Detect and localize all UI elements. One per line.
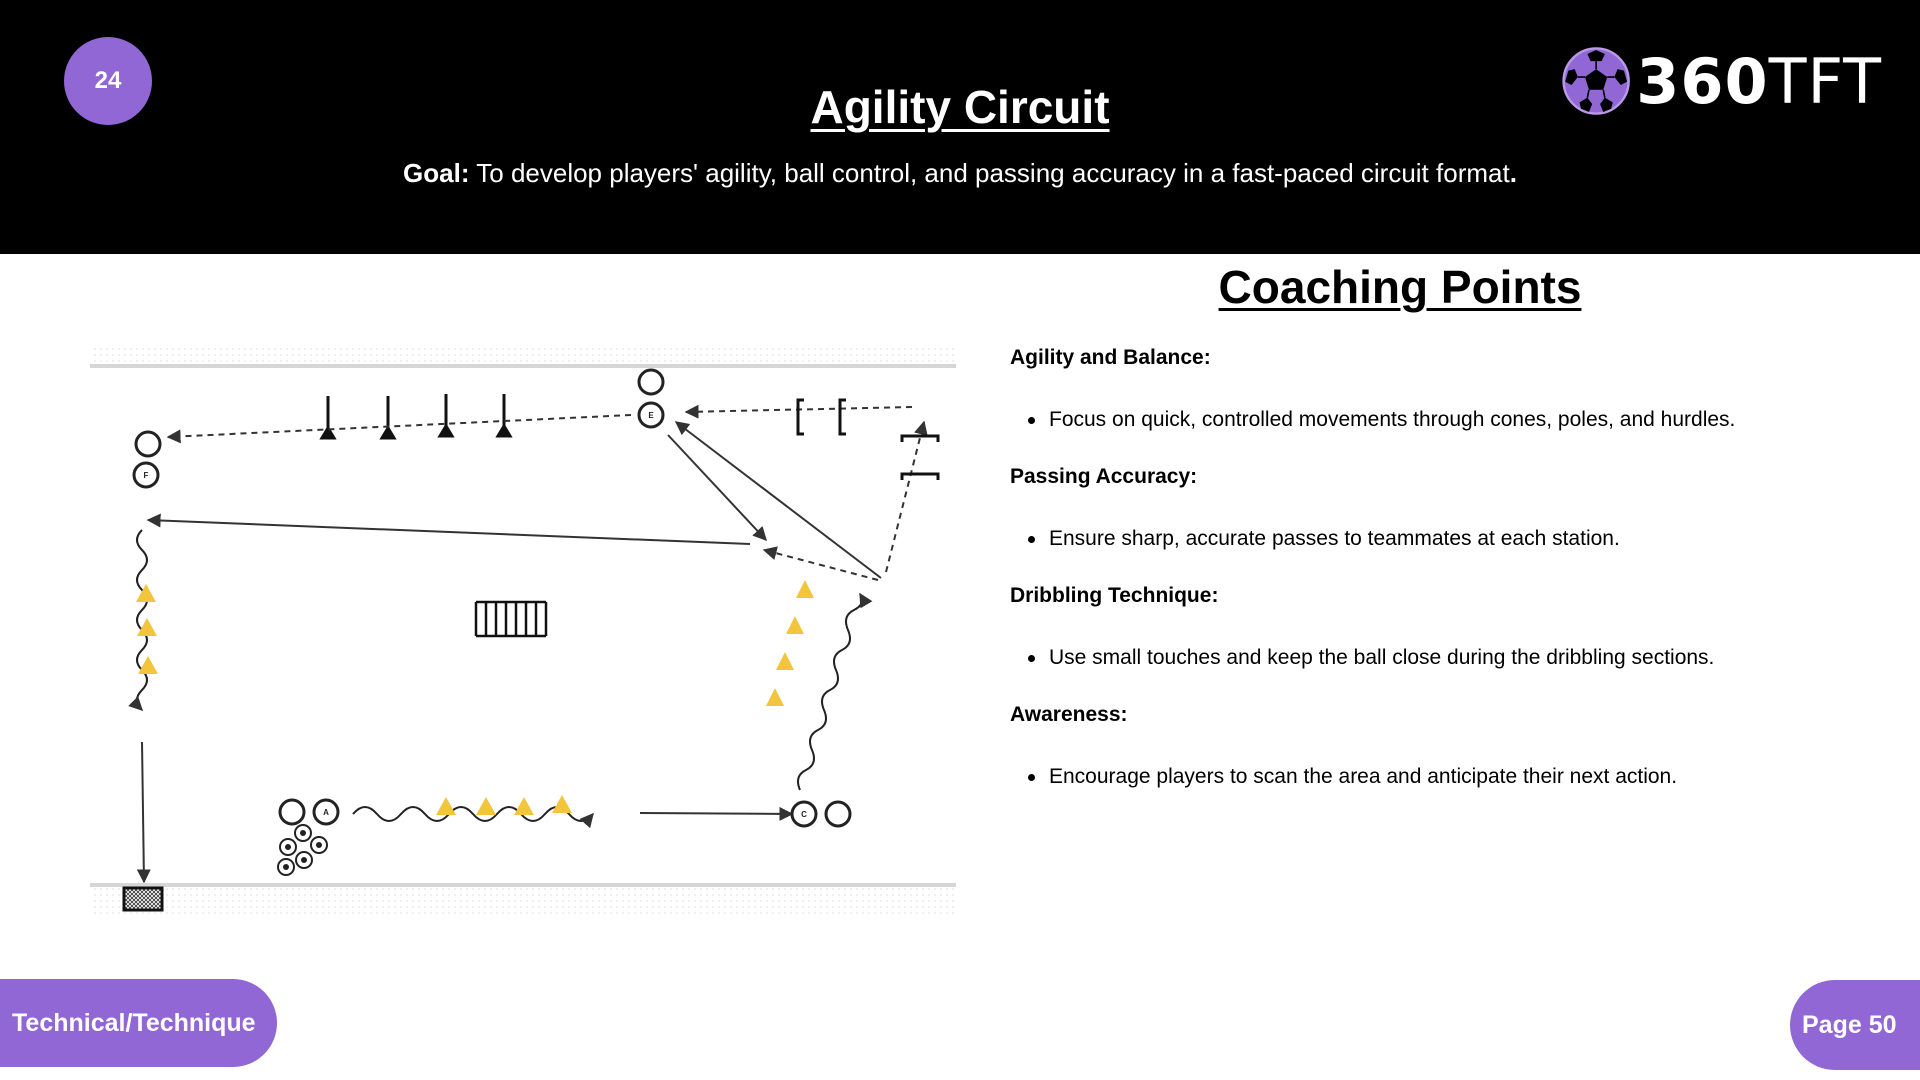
coaching-bullet-passing: Ensure sharp, accurate passes to teammates at each station. <box>1010 523 1749 554</box>
brand-logo <box>1562 38 1882 124</box>
mini-goal <box>124 888 162 910</box>
coaching-heading-agility: Agility and Balance: <box>1010 346 1211 369</box>
field-bottom-border <box>90 887 956 915</box>
goal-end: . <box>1509 158 1517 188</box>
coaching-heading-awareness: Awareness: <box>1010 703 1128 726</box>
players <box>134 370 850 826</box>
station-label-e: E <box>648 411 654 420</box>
header-bar <box>0 0 1920 254</box>
goal-statement <box>0 158 1920 189</box>
session-number-badge: 24 <box>64 37 152 125</box>
coaching-bullet-awareness: Encourage players to scan the area and anticipate their next action. <box>1010 761 1749 792</box>
soccer-ball-icon <box>1562 38 1630 124</box>
category-tag: Technical/Technique <box>0 979 277 1067</box>
goal-text: To develop players' agility, ball control, and passing accuracy in a fast-paced circuit format <box>469 158 1510 188</box>
goal-label: Goal: <box>403 158 470 188</box>
coaching-points-list <box>1010 346 1810 822</box>
coaching-points-title: Coaching Points <box>1218 261 1582 313</box>
station-label-f: F <box>143 471 149 480</box>
coaching-bullet-dribbling: Use small touches and keep the ball close during the dribbling sections. <box>1010 642 1749 673</box>
agility-poles <box>322 394 510 438</box>
page-title: Agility Circuit <box>810 81 1110 133</box>
field-top-border <box>90 348 956 366</box>
bullet-dot <box>1028 536 1035 543</box>
brand-wordmark: 360TFT <box>1636 44 1882 118</box>
station-label-c: C <box>801 810 807 819</box>
coaching-heading-dribbling: Dribbling Technique: <box>1010 584 1219 607</box>
bullet-dot <box>1028 417 1035 424</box>
agility-ladder <box>476 602 546 636</box>
coaching-heading-passing: Passing Accuracy: <box>1010 465 1198 488</box>
page-number: Page 50 <box>1790 980 1920 1070</box>
coaching-bullet-agility: Focus on quick, controlled movements through cones, poles, and hurdles. <box>1010 404 1749 435</box>
bullet-dot <box>1028 774 1035 781</box>
bullet-dot <box>1028 655 1035 662</box>
station-label-a: A <box>323 808 329 817</box>
hurdles <box>798 400 938 480</box>
dribble-paths <box>137 530 862 821</box>
drill-diagram <box>86 340 966 920</box>
